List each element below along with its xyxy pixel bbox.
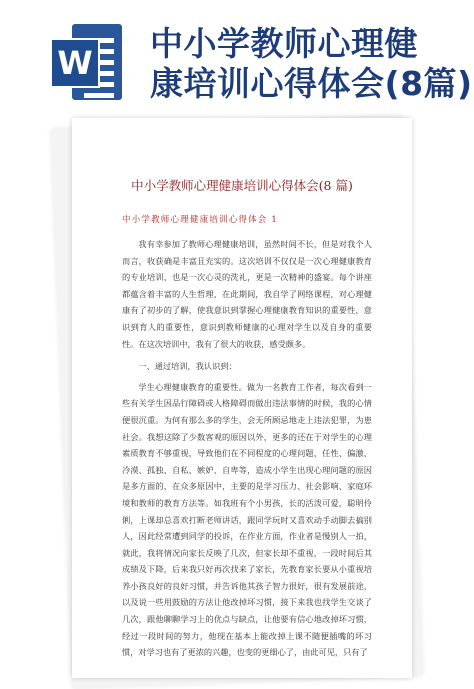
banner-title-line-2: 康培训心得体会(8篇) (150, 64, 473, 103)
document-body (122, 236, 372, 664)
body-paragraph: 学生心理健康教育的重要性。做为一名教育工作者，每次看到一些有关学生因品行障碍或人格障碍而做出违法事情的时候，我的心情便很沉重。为何有那么多的学生，会无所顾忌地走上违法犯罪，为患社会。我想这除了少数客观的原因以外，更多的还在于对学生的心理素质教育不够重视，导致他们在不同程度的心理问题，任性、偏激、冷漠、孤独、自私、嫉妒、自卑等，造成小学生出现心理问题的原因是多方面的，在众多原因中，主要的是学习压力、社会影响、家庭环境和教师的教育方法等。如我班有个小男孩，长的活泼可爱，聪明伶俐，上课却总喜欢打断老师讲话，跟同学玩时又喜欢动手动脚去搞别人，因此经常遭到同学的投诉，在作业方面，作业者是慢别人一拍，就此，我将情况向家长反映了几次，但家长却不重视，一段时间后其成绩及下降，后来我只好再次找来了家长，先教育家长要从小重视培养小孩良好的良好习惯，并告诉他其孩子智力很好，很有发展前途，以及说一些用鼓励的方法让他改掉坏习惯，接下来我也找学生交谈了几次，跟他聊聊学习上的优点与缺点，让他要有信心地改掉坏习惯，经过一段时间的努力，他现在基本上能改掉上课不随便插嘴的坏习惯，对学习也有了更浓的兴趣，也变的更细心了，由此可见，只有了 (122, 381, 372, 658)
banner-title-line-1: 中小学教师心理健 (150, 24, 418, 63)
document-section-title: 中小学教师心理健康培训心得体会 1 (122, 215, 279, 225)
banner-title (150, 24, 473, 104)
word-logo-badge: W (50, 38, 100, 88)
body-section-heading: 一、通过培训，我认识到： (138, 361, 237, 372)
body-paragraph: 我有幸参加了教师心理健康培训，虽然时间不长，但是对我个人而言，收获确是丰富且充实的。这次培训不仅仅是一次心理健康教育的专业培训，也是一次心灵的洗礼，更是一次精神的盛宴。每个讲座都蕴含着丰富的人生哲理，在此期间，我自学了网络课程，对心理健康有了初步的了解，使我意识到掌握心理健康教育知识的重要性，意识到育人的重要性，意识到教师健康的心理对学生以及自身的重要性。在这次培训中，我有了很大的收获，感受颇多。 (122, 239, 372, 349)
word-document-icon (50, 24, 122, 100)
banner (0, 0, 474, 112)
document-title: 中小学教师心理健康培训心得体会(8 篇) (131, 178, 353, 193)
document-page (72, 118, 412, 678)
